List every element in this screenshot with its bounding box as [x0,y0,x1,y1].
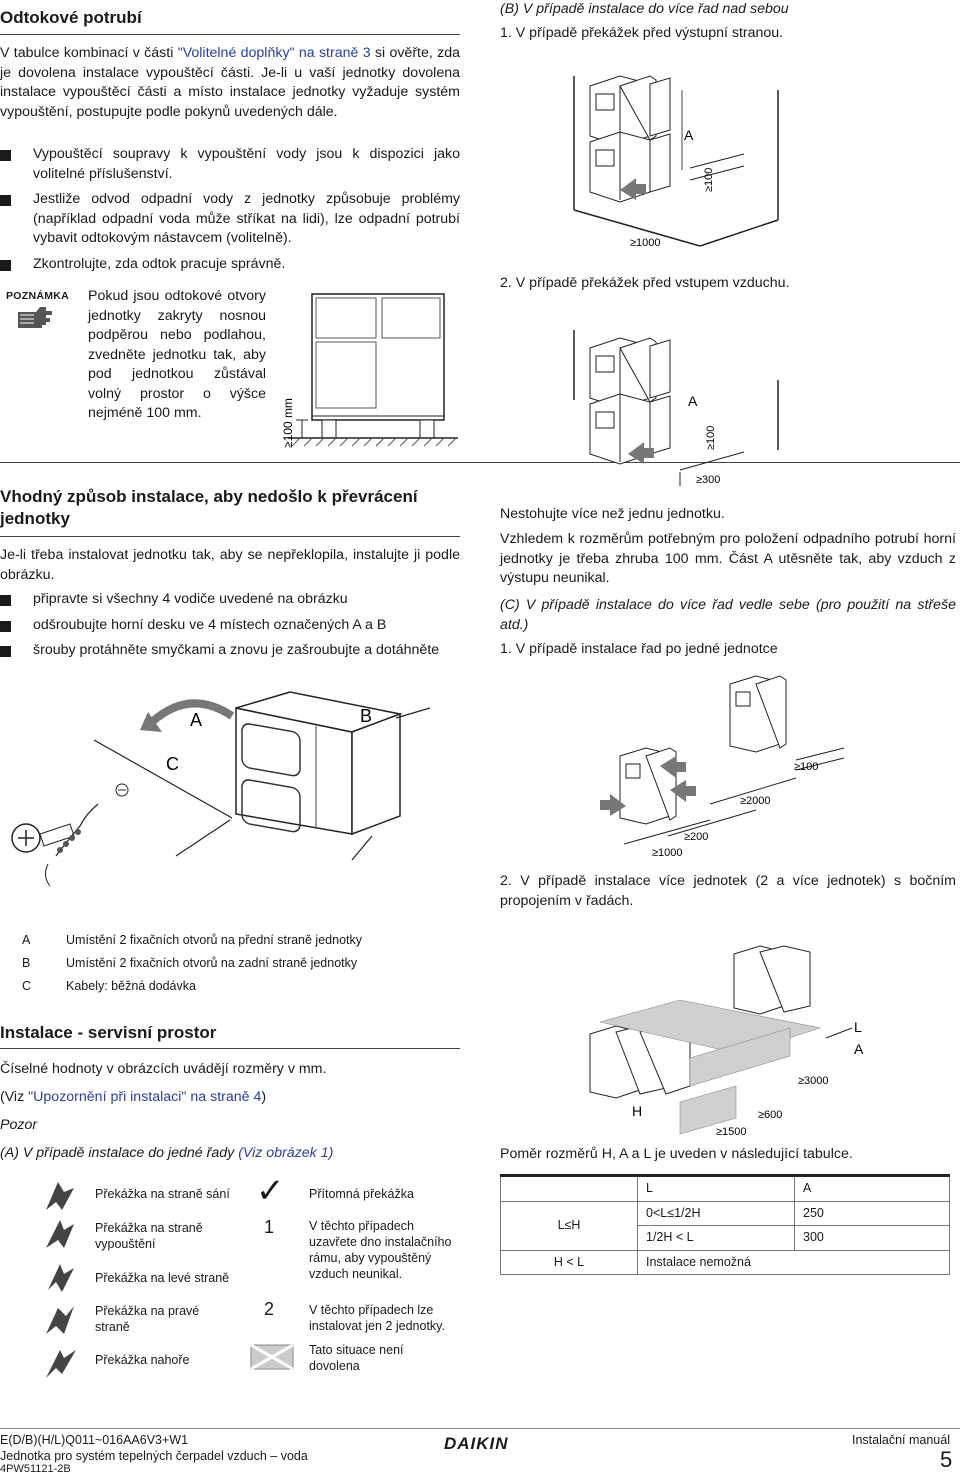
obstacle-discharge: Překážka na straně vypouštění [95,1221,203,1251]
case-2-symbol: 2 [264,1299,275,1319]
dim-100: ≥100 [794,761,819,773]
drain-intro [0,44,460,122]
legend-key-c: C [22,979,32,993]
list-item [0,590,460,610]
dim-100: ≥100 [703,167,715,192]
daikin-logo: DAIKIN [444,1434,509,1453]
footer-manual: Instalační manuál [852,1433,950,1447]
table-cell: 0<L≤1/2H [638,1201,795,1226]
tip-intro: Je-li třeba instalovat jednotku tak, aby se nepřeklopila, instalujte ji podle obrázku. [0,547,460,583]
dim-100: ≥100 [705,425,717,450]
square-bullet-icon [0,150,11,161]
no-stack-note: Nestohujte více než jednu jednotku. [500,506,725,522]
list-item [0,190,460,249]
not-allowed-icon [250,1344,294,1370]
table-header-cell: A [795,1176,950,1202]
footer-code: E(D/B)(H/L)Q011~016AA6V3+W1 [0,1433,189,1447]
square-bullet-icon [0,646,11,657]
arrow-left-side-icon [42,1260,78,1296]
rows-multi-figure [560,928,940,1140]
legend-key-b: B [22,956,31,970]
legend-key-a: A [22,933,31,947]
drain-space-note: Vzhledem k rozměrům potřebným pro položení odpadního potrubí horní jednotky je třeba zhruba 100 mm. Část A utěsněte tak, aby vzduch z výstupu neunikal. [500,531,956,586]
label-h: H [632,1103,643,1119]
drain-intro-text-2: si ověřte, zda je dovolena instalace vypouštěcí části. Je-li u vaší jednotky dovolena instalace vypouštěcí části a místo instalace jednotky vyžaduje systém vypouštění, postupujte podle pokynů uvedených dále. [0,45,460,120]
dim-600: ≥600 [758,1109,783,1121]
case-c2-heading: 2. V případě instalace více jednotek (2 a více jednotek) s bočním propojením v řadách. [500,873,956,909]
case-b2-heading: 2. V případě překážek před vstupem vzduchu. [500,275,790,291]
legend-not-allowed: Tato situace není dovolena [309,1343,404,1373]
obstacle-top: Překážka nahoře [95,1353,190,1367]
case-b1-heading: 1. V případě překážek před výstupní stranou. [500,25,784,41]
table-header-cell: L [638,1176,795,1202]
square-bullet-icon [0,595,11,606]
dim-300: ≥300 [696,474,721,486]
dim-1000: ≥1000 [630,237,661,249]
arrow-suction-icon [42,1178,78,1214]
drain-bullets [0,145,460,280]
service-line-2 [0,1088,266,1108]
stacked-outlet-figure [560,50,800,265]
table-row [501,1250,950,1275]
service-line-2-text: (Viz [0,1089,29,1105]
case-c1-heading: 1. V případě instalace řad po jedné jednotce [500,641,778,657]
obstacle-left: Překážka na levé straně [95,1271,230,1285]
table-cell: Instalace nemožná [638,1250,950,1275]
section-title-drain: Odtokové potrubí [0,8,142,27]
label-l: L [854,1019,862,1035]
anti-tip-figure [0,688,470,900]
page-number: 5 [940,1447,953,1472]
legend-case-2: V těchto případech lze instalovat jen 2 jednotky. [309,1303,445,1333]
arrow-right-side-icon [42,1302,78,1338]
list-item-text: Vypouštěcí soupravy k vypouštění vody jsou k dispozici jako volitelné příslušenství. [33,146,460,182]
table-header-cell [501,1176,638,1202]
label-a: A [190,710,203,730]
footer-product: Jednotka pro systém tepelných čerpadel vzduch – voda [0,1449,308,1463]
list-item [0,255,460,275]
footer-doc-number: 4PW51121-2B [0,1463,71,1475]
case-c-heading: (C) V případě instalace do více řad vedle sebe (pro použití na střeše atd.) [500,597,956,633]
table-cell: 250 [795,1201,950,1226]
table-row [501,1201,950,1226]
obstacle-right: Překážka na pravé straně [95,1304,200,1334]
dim-1000: ≥1000 [652,847,683,859]
square-bullet-icon [0,195,11,206]
label-a: A [854,1041,864,1057]
table-cell: H < L [501,1250,638,1275]
list-item-text: Jestliže odvod odpadní vody z jednotky způsobuje problémy (například odpadní voda může stříkat na lidi), lze odpadní potrubí vybavit odtokovým nástavcem (volitelně). [33,191,460,246]
list-item [0,641,460,661]
divider [0,536,460,537]
case-a-heading [0,1144,333,1164]
service-line-2-end: ) [261,1089,267,1105]
section-title-anti-tip: Vhodný způsob instalace, aby nedošlo k převrácení jednotky [0,487,418,528]
link-upozorneni[interactable]: "Upozornění při instalaci" na straně 4 [28,1089,262,1105]
rows-single-figure [560,670,940,870]
drain-intro-text: V tabulce kombinací v části [0,45,178,61]
label-b: B [360,706,373,726]
legend-obstacle-present: Přítomná překážka [309,1187,414,1201]
dim-200: ≥200 [684,831,709,843]
link-obrazek-1[interactable]: (Viz obrázek 1) [238,1145,334,1161]
ratio-note: Poměr rozměrů H, A a L je uveden v následující tabulce. [500,1146,853,1162]
tip-bullets [0,590,460,667]
note-text: Pokud jsou odtokové otvory jednotky zakryty nosnou podpěrou nebo podlahou, zvedněte jednotku tak, aby pod jednotkou zůstával volný prostor o výšce nejméně 100 mm. [88,288,266,421]
table-cell: 1/2H < L [638,1226,795,1251]
checkmark-icon: ✓ [256,1172,285,1210]
section-title-service: Instalace - servisní prostor [0,1023,217,1042]
note-label: POZNÁMKA [6,290,70,302]
pozor-label: Pozor [0,1117,38,1133]
footer-divider [0,1428,960,1429]
stacked-inlet-figure [560,300,800,492]
clearance-label: ≥100 mm [281,398,295,448]
case-a-text: (A) V případě instalace do jedné řady [0,1145,239,1161]
arrow-discharge-icon [42,1218,78,1254]
service-line-1: Číselné hodnoty v obrázcích uvádějí rozměry v mm. [0,1061,327,1077]
table-cell: L≤H [501,1201,638,1250]
table-cell: 300 [795,1226,950,1251]
list-item-text: Zkontrolujte, zda odtok pracuje správně. [33,255,286,272]
list-item-text: šrouby protáhněte smyčkami a znovu je zašroubujte a dotáhněte [33,642,440,658]
legend-text-b: Umístění 2 fixačních otvorů na zadní straně jednotky [66,956,358,970]
arrow-top-icon [42,1344,78,1380]
divider [0,1048,460,1049]
square-bullet-icon [0,621,11,632]
case-1-symbol: 1 [264,1217,275,1237]
label-a: A [684,127,694,143]
list-item [0,616,460,636]
legend-case-1: V těchto případech uzavřete dno instalačního rámu, aby vypouštěný vzduch neunikal. [309,1219,452,1281]
list-item-text: odšroubujte horní desku ve 4 místech označených A a B [33,616,387,633]
link-volitelne-doplnky[interactable]: "Volitelné doplňky" na straně 3 [177,45,371,61]
legend-text-a: Umístění 2 fixačních otvorů na přední straně jednotky [66,933,362,947]
label-a: A [688,393,698,409]
dimension-table [500,1174,950,1275]
case-b-heading: (B) V případě instalace do více řad nad sebou [500,1,789,17]
dim-1500: ≥1500 [716,1126,747,1138]
square-bullet-icon [0,260,11,271]
divider [0,462,960,463]
dim-3000: ≥3000 [798,1075,829,1087]
divider [0,34,460,35]
dim-2000: ≥2000 [740,795,771,807]
label-c: C [166,754,179,774]
legend-text-c: Kabely: běžná dodávka [66,979,196,993]
obstacle-suction: Překážka na straně sání [95,1187,230,1201]
pointing-hand-icon [16,304,56,330]
unit-clearance-figure [278,286,463,456]
list-item-text: připravte si všechny 4 vodiče uvedené na obrázku [33,591,348,607]
list-item [0,145,460,184]
